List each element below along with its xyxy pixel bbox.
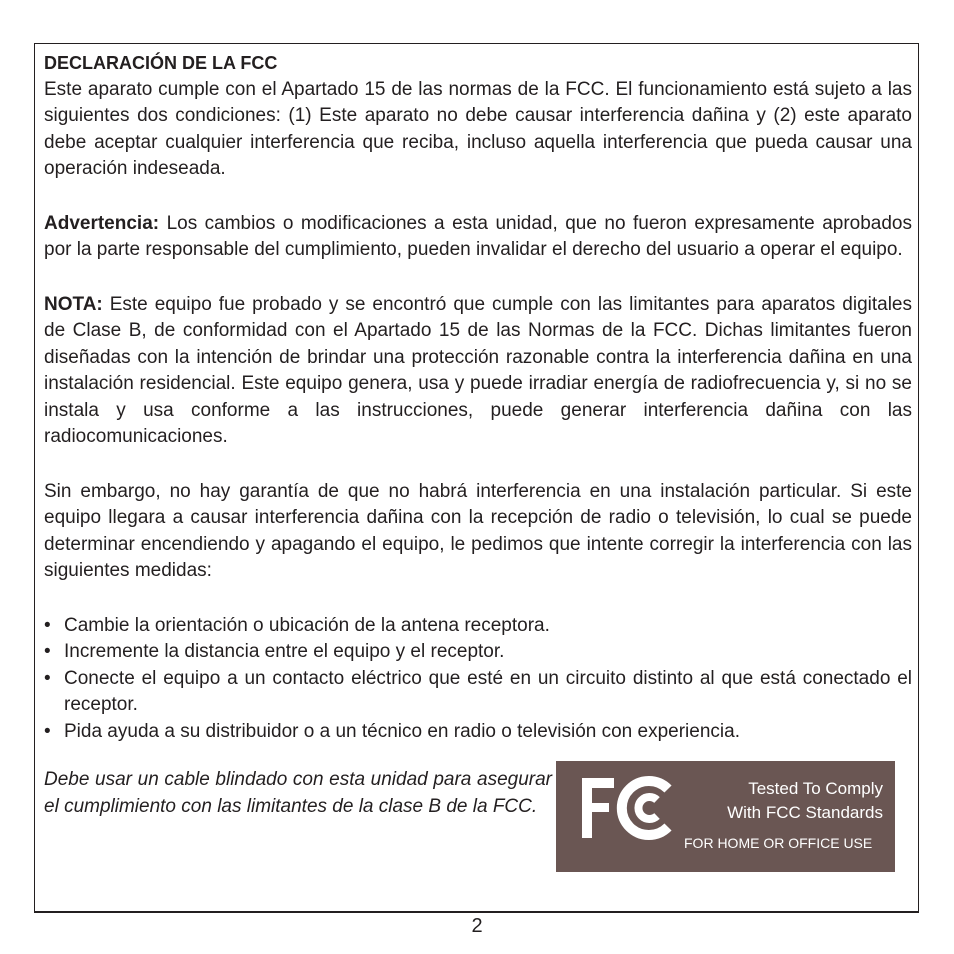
fcc-logo	[556, 761, 895, 872]
warning-paragraph	[44, 211, 912, 264]
list-item: • Incremente la distancia entre el equipo y el receptor.	[44, 639, 912, 666]
page-number: 2	[471, 915, 483, 937]
fcc-logo-line3: FOR HOME OR OFFICE USE	[684, 835, 873, 851]
fcc-declaration	[44, 50, 912, 879]
warning-text: Los cambios o modificaciones a esta unidad, que no fueron expresamente aprobados por la parte responsable del cumplimiento, pueden invalidar el derecho del usuario a operar el equipo.	[44, 212, 912, 260]
list-item: • Pida ayuda a su distribuidor o a un técnico en radio o televisión con experiencia.	[44, 719, 912, 746]
cable-note: Debe usar un cable blindado con esta unidad para asegurar el cumplimiento con las limitantes de la clase B de la FCC.	[44, 769, 552, 817]
declaration-title: DECLARACIÓN DE LA FCC	[44, 53, 278, 73]
intro-paragraph: Este aparato cumple con el Apartado 15 de las normas de la FCC. El funcionamiento está sujeto a las siguientes dos condiciones: (1) Este aparato no debe causar interferencia dañina y (2) este aparato debe aceptar cualquier interferencia que reciba, incluso aquella interferencia que pueda causar una operación indeseada.	[44, 78, 912, 179]
fcc-logo-line2: With FCC Standards	[727, 803, 883, 822]
warning-label: Advertencia:	[44, 212, 160, 234]
fcc-mark-icon	[582, 775, 682, 841]
note-text: Este equipo fue probado y se encontró que cumple con las limitantes para aparatos digitales de Clase B, de conformidad con el Apartado 15 de las Normas de la FCC. Dichas limitantes fueron diseñadas con la intención de brindar una protección razonable contra la interferencia dañina en una instalación residencial. Este equipo genera, usa y puede irradiar energía de radiofrecuencia y, si no se instala y usa conforme a las instrucciones, puede generar interferencia dañina con las radiocomunicaciones.	[44, 293, 912, 447]
measures-list	[44, 613, 912, 746]
list-item: • Cambie la orientación o ubicación de la antena receptora.	[44, 613, 912, 640]
note-label: NOTA:	[44, 293, 103, 315]
note-paragraph	[44, 292, 912, 451]
fcc-logo-line1: Tested To Comply	[748, 779, 883, 798]
list-item: • Conecte el equipo a un contacto eléctrico que esté en un circuito distinto al que está conectado el receptor.	[44, 666, 912, 719]
guarantee-paragraph: Sin embargo, no hay garantía de que no habrá interferencia en una instalación particular. Si este equipo llegara a causar interferencia dañina con la recepción de radio o televisión, lo cual se puede determinar encendiendo y apagando el equipo, le pedimos que intente corregir la interferencia con las siguientes medidas:	[44, 480, 912, 581]
